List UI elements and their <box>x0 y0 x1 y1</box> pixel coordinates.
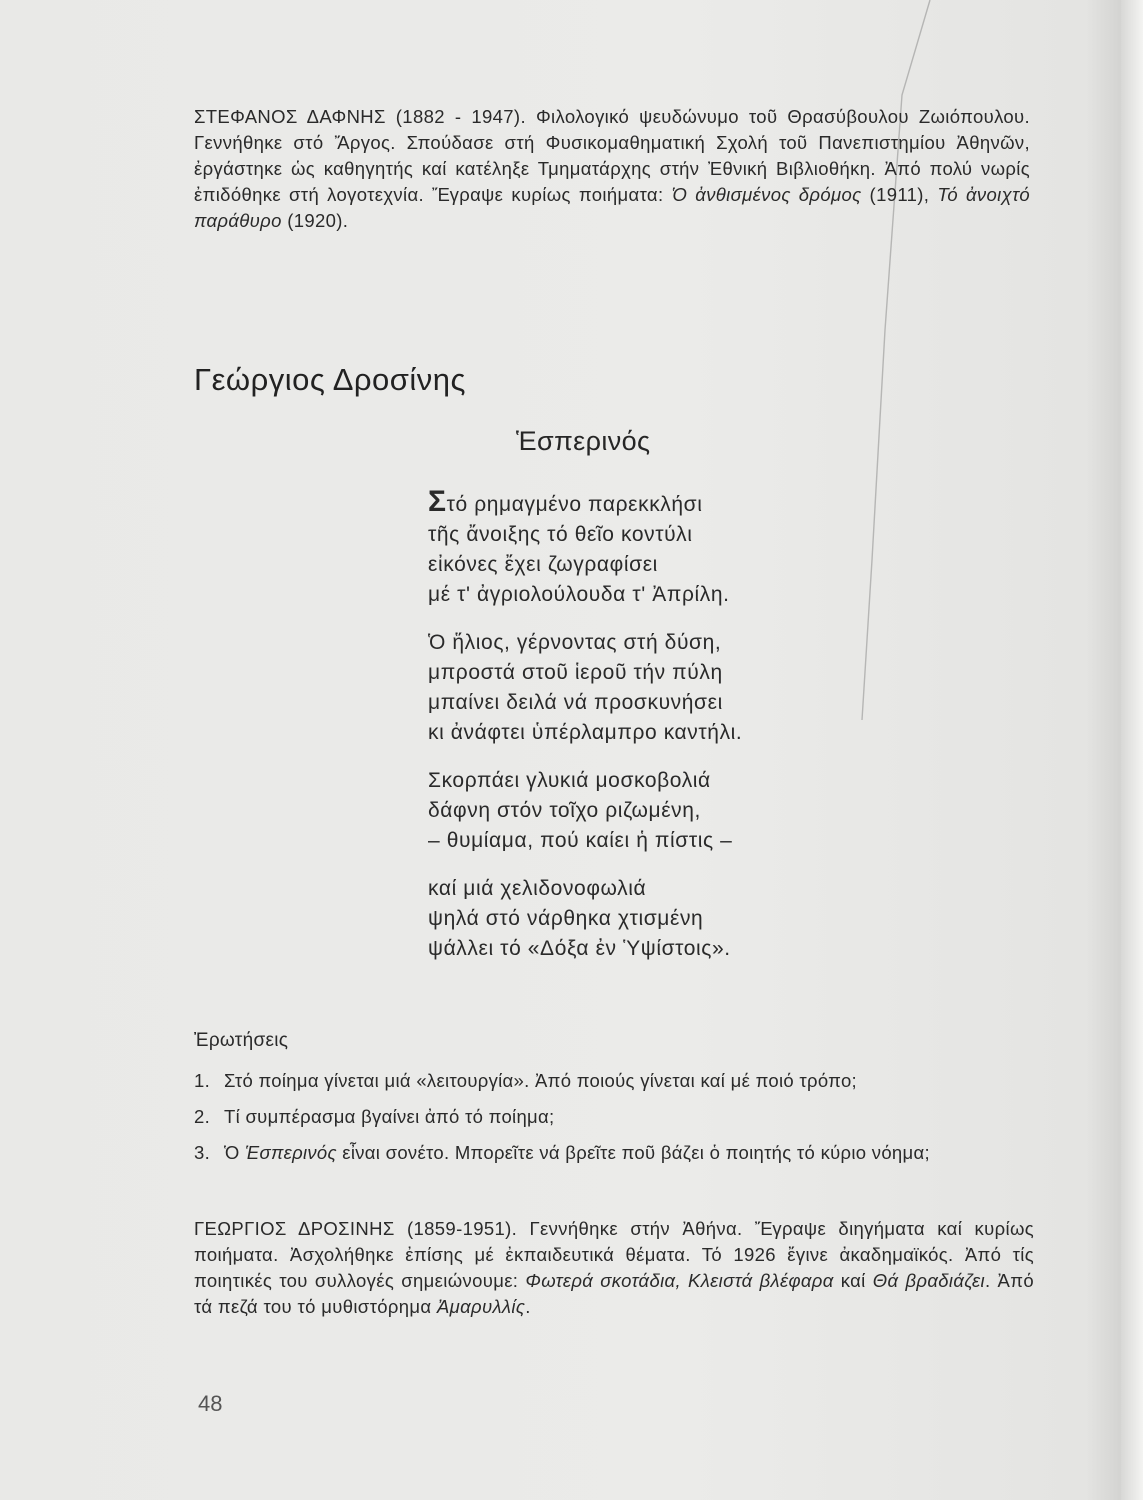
page-edge <box>1121 0 1143 1500</box>
question-text: Στό ποίημα γίνεται μιά «λειτουργία». Ἀπό ποιούς γίνεται καί μέ ποιό τρόπο; <box>224 1070 857 1091</box>
dafnis-work-2: Τό ἀνοιχτό παράθυρο <box>194 184 1030 231</box>
question-text <box>224 1140 1040 1166</box>
poem-line: μπροστά στοῦ ἱεροῦ τήν πύλη <box>428 661 723 684</box>
drosinis-and: καί <box>833 1270 873 1291</box>
dafnis-biography <box>194 104 1030 234</box>
dafnis-bio-tail: (1920). <box>281 210 349 231</box>
poem-line: ψάλλει τό «Δόξα ἐν Ὑψίστοις». <box>428 937 731 960</box>
poem-line: ψηλά στό νάρθηκα χτισμένη <box>428 907 704 930</box>
poem-line-text: τό ρημαγμένο παρεκκλήσι <box>446 493 703 516</box>
dafnis-bio-text: ΣΤΕΦΑΝΟΣ ΔΑΦΝΗΣ (1882 - 1947). Φιλολογικό ψευδώνυμο τοῦ Θρασύβουλου Ζωιόπουλου. Γεννήθηκε στό Ἄργος. Σπούδασε στή Φυσικομαθηματική Σχολή τοῦ Πανεπιστημίου Ἀθηνῶν, ἐργάστηκε ὡς καθηγητής καί κατέληξε Τμηματάρχης στήν Ἐθνική Βιβλιοθήκη. Ἀπό πολύ νωρίς ἐπιδόθηκε στή λογοτεχνία. Ἔγραψε κυρίως ποιήματα: <box>194 106 1030 205</box>
question-item <box>194 1068 1040 1094</box>
poem-line: δάφνη στόν τοῖχο ριζωμένη, <box>428 799 701 822</box>
poem-line: καί μιά χελιδονοφωλιά <box>428 877 647 900</box>
dafnis-work-1: Ὁ ἀνθισμένος δρόμος <box>671 184 862 205</box>
stanza-4 <box>428 874 742 964</box>
drosinis-biography <box>194 1216 1034 1320</box>
dafnis-bio-separator: (1911), <box>861 184 938 205</box>
poem-body <box>428 485 743 982</box>
poem-line: κι ἀνάφτει ὑπέρλαμπρο καντήλι. <box>428 721 743 744</box>
poem-line: εἰκόνες ἔχει ζωγραφίσει <box>428 553 658 576</box>
poem-line: Σκορπάει γλυκιά μοσκοβολιά <box>428 769 711 792</box>
drop-cap: Σ <box>428 485 447 518</box>
stanza-3 <box>428 766 742 856</box>
question-item <box>194 1104 1040 1130</box>
stanza-2 <box>428 628 742 748</box>
poem-title: Ἑσπερινός <box>516 426 651 456</box>
stanza-1 <box>428 485 742 610</box>
question-number: 2. <box>194 1106 211 1127</box>
poem-line: – θυμίαμα, πού καίει ἡ πίστις – <box>428 829 733 852</box>
question-text-post: εἶναι σονέτο. Μπορεῖτε νά βρεῖτε ποῦ βάζει ὁ ποιητής τό κύριο νόημα; <box>336 1142 930 1163</box>
drosinis-novel: Ἀμαρυλλίς <box>436 1296 526 1317</box>
questions-list <box>194 1068 1040 1176</box>
poem-line: μέ τ' ἀγριολούλουδα τ' Ἀπρίλη. <box>428 583 730 606</box>
page-number: 48 <box>198 1391 223 1416</box>
drosinis-bio-end: . <box>525 1296 531 1317</box>
question-text-pre: Ὁ <box>224 1142 246 1163</box>
questions-heading: Ἐρωτήσεις <box>194 1030 289 1051</box>
author-heading: Γεώργιος Δροσίνης <box>194 362 466 397</box>
question-poem-title: Ἑσπερινός <box>245 1142 337 1163</box>
poem-line: μπαίνει δειλά νά προσκυνήσει <box>428 691 723 714</box>
drosinis-bio-mid: . Ἀπό τά πεζά του τό μυθιστόρημα <box>194 1270 1034 1317</box>
question-number: 1. <box>194 1070 211 1091</box>
drosinis-works: Φωτερά σκοτάδια, Κλειστά βλέφαρα <box>525 1270 834 1291</box>
poem-line <box>428 485 742 520</box>
question-text: Τί συμπέρασμα βγαίνει ἀπό τό ποίημα; <box>224 1106 555 1127</box>
drosinis-work-3: Θά βραδιάζει <box>872 1270 985 1291</box>
poem-line: τῆς ἄνοιξης τό θεῖο κοντύλι <box>428 523 693 546</box>
poem-line: Ὁ ἥλιος, γέρνοντας στή δύση, <box>428 631 722 654</box>
drosinis-bio-text: ΓΕΩΡΓΙΟΣ ΔΡΟΣΙΝΗΣ (1859-1951). Γεννήθηκε στήν Ἀθήνα. Ἔγραψε διηγήματα καί κυρίως ποιήματα. Ἀσχολήθηκε ἐπίσης μέ ἐκπαιδευτικά θέματα. Τό 1926 ἔγινε ἀκαδημαϊκός. Ἀπό τίς ποιητικές του συλλογές σημειώνουμε: <box>194 1218 1034 1291</box>
question-number: 3. <box>194 1142 211 1163</box>
question-item <box>194 1140 1040 1166</box>
